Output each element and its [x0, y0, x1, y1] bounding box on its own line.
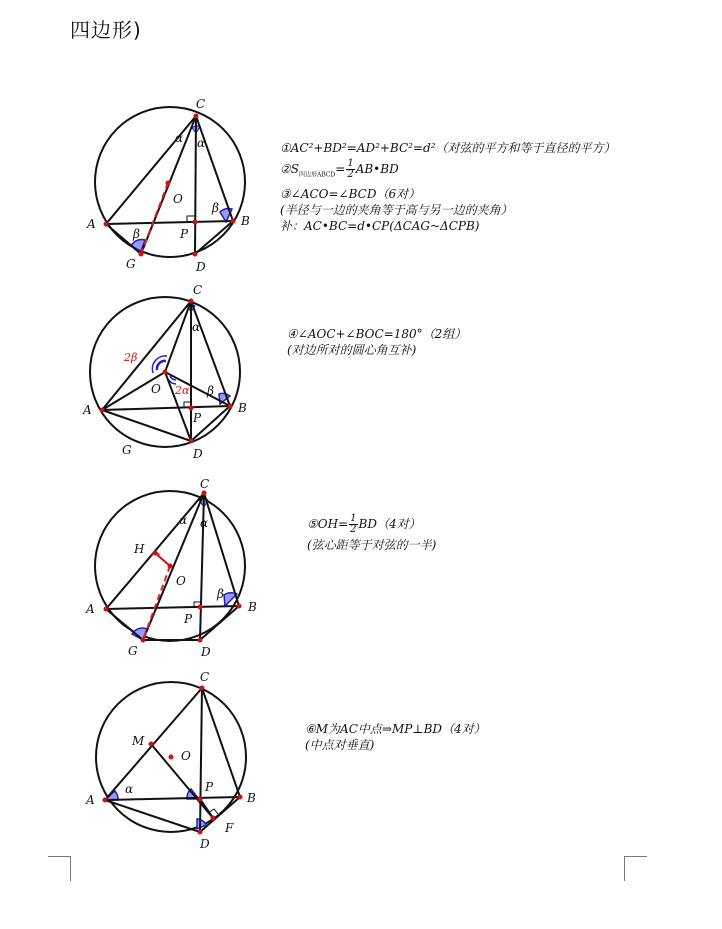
- crop-mark-left: [48, 856, 71, 881]
- point-d: [198, 830, 203, 835]
- segment-bd: [200, 606, 239, 640]
- point-b: [238, 795, 243, 800]
- label-alpha: α: [175, 131, 184, 145]
- point-g: [141, 638, 146, 643]
- fraction: $\frac{1}{2}$: [350, 513, 357, 535]
- label-m: M: [132, 734, 145, 748]
- label-g: G: [126, 257, 136, 271]
- segment-ad: [105, 800, 200, 832]
- point-p: [193, 220, 198, 225]
- note-line: (对边所对的圆心角互补): [287, 343, 417, 357]
- point-d: [193, 252, 198, 257]
- segment-cd: [195, 116, 196, 254]
- label-d: D: [200, 837, 210, 851]
- label-o: O: [173, 192, 183, 206]
- label-b: B: [248, 600, 257, 614]
- label-alpha: α: [179, 513, 188, 527]
- point-d: [189, 439, 194, 444]
- fraction: $\frac{1}{2}$: [347, 158, 354, 180]
- label-alpha: α: [192, 320, 201, 334]
- point-a: [104, 607, 109, 612]
- label-c: C: [200, 477, 210, 491]
- segment-bd: [195, 221, 233, 254]
- label-d: D: [193, 447, 203, 461]
- segment-ad: [102, 410, 191, 441]
- angle-mark: [157, 361, 166, 370]
- label-d: D: [201, 645, 211, 659]
- note-line: ①AC²+BD²=AD²+BC²=d²（对弦的平方和等于直径的平方）: [280, 141, 616, 155]
- point-a: [104, 222, 109, 227]
- point-h: [153, 551, 158, 556]
- segment-oh: [155, 553, 170, 566]
- point-o: [166, 181, 171, 186]
- label-b: B: [238, 401, 247, 415]
- point-c: [189, 299, 194, 304]
- point-p: [198, 605, 203, 610]
- label-a: A: [87, 217, 96, 231]
- figure-1-notes: [280, 140, 616, 234]
- label-beta: β: [212, 201, 219, 215]
- point-a: [100, 408, 105, 413]
- label-p: P: [205, 780, 214, 794]
- point-c: [202, 491, 207, 496]
- note-line: ⑥M为AC中点⇒MP⊥BD（4对）: [305, 722, 486, 736]
- label-d: D: [196, 260, 206, 274]
- label-p: P: [180, 227, 189, 241]
- segment-bd: [200, 797, 240, 832]
- point-c: [200, 686, 205, 691]
- segment-ab: [106, 606, 239, 609]
- point-m: [149, 742, 154, 747]
- point-o: [163, 370, 168, 375]
- point-a: [103, 798, 108, 803]
- label-2beta: 2β: [124, 351, 138, 364]
- point-b: [228, 404, 233, 409]
- label-f: F: [225, 821, 234, 835]
- label-o: O: [181, 749, 191, 763]
- label-a: A: [86, 602, 95, 616]
- label-o: O: [176, 574, 186, 588]
- point-f: [211, 816, 216, 821]
- segment-ab: [106, 221, 233, 224]
- label-c: C: [200, 670, 210, 684]
- note-line: (弦心距等于对弦的一半): [307, 538, 437, 552]
- label-g: G: [122, 443, 132, 457]
- note-line: 补：AC•BC=d•CP(ΔCAG~ΔCPB): [280, 219, 480, 234]
- label-h: H: [134, 542, 145, 556]
- segment-ab: [102, 406, 230, 410]
- point-o: [168, 564, 173, 569]
- figure-4-diagram: [80, 665, 265, 855]
- label-beta: β: [133, 227, 140, 241]
- segment-ab: [105, 797, 240, 800]
- label-beta: β: [207, 384, 214, 398]
- note-line: ③∠ACO=∠BCD（6对）: [280, 187, 421, 202]
- segment-cd: [200, 688, 202, 832]
- label-g: G: [128, 644, 138, 658]
- label-c: C: [196, 97, 206, 111]
- label-2alpha: 2α: [175, 384, 190, 397]
- figure-2-notes: [287, 326, 466, 358]
- point-b: [231, 219, 236, 224]
- label-a: A: [86, 793, 95, 807]
- point-b: [237, 604, 242, 609]
- segment-oc: [165, 301, 191, 372]
- point-g: [139, 252, 144, 257]
- figure-1-diagram: [80, 95, 260, 275]
- point-o: [169, 755, 174, 760]
- label-alpha: α: [200, 516, 209, 530]
- note-line: (半径与一边的夹角等于高与另一边的夹角）: [280, 203, 513, 218]
- label-b: B: [247, 791, 256, 805]
- segment-ag: [106, 609, 143, 640]
- label-c: C: [193, 283, 203, 297]
- label-o: O: [151, 382, 161, 396]
- label-p: P: [184, 612, 193, 626]
- figure-4-notes: [305, 721, 486, 753]
- segment-pf: [200, 799, 213, 818]
- crop-mark-right: [624, 856, 647, 881]
- label-alpha: α: [125, 782, 134, 796]
- note-line: $②S_{四边形ABCD}=$ $\frac{1}{2}$ AB•BD: [280, 158, 399, 180]
- point-c: [194, 114, 199, 119]
- note-line: (中点对垂直): [305, 738, 375, 752]
- label-b: B: [241, 214, 250, 228]
- figure-3-diagram: [80, 475, 260, 660]
- point-p: [189, 406, 194, 411]
- page-title: 四边形): [70, 18, 142, 42]
- label-beta: β: [217, 587, 224, 601]
- note-line: ④∠AOC+∠BOC=180°（2组）: [287, 327, 467, 341]
- point-d: [198, 638, 203, 643]
- label-p: P: [193, 411, 202, 425]
- label-alpha: α: [197, 136, 206, 150]
- point-p: [198, 797, 203, 802]
- figure-3-notes: [307, 514, 436, 553]
- segment-gc: [143, 493, 204, 640]
- figure-2-diagram: [80, 280, 260, 465]
- label-a: A: [83, 403, 92, 417]
- note-line: ⑤OH= $\frac{1}{2}$ BD（4对）: [307, 513, 421, 535]
